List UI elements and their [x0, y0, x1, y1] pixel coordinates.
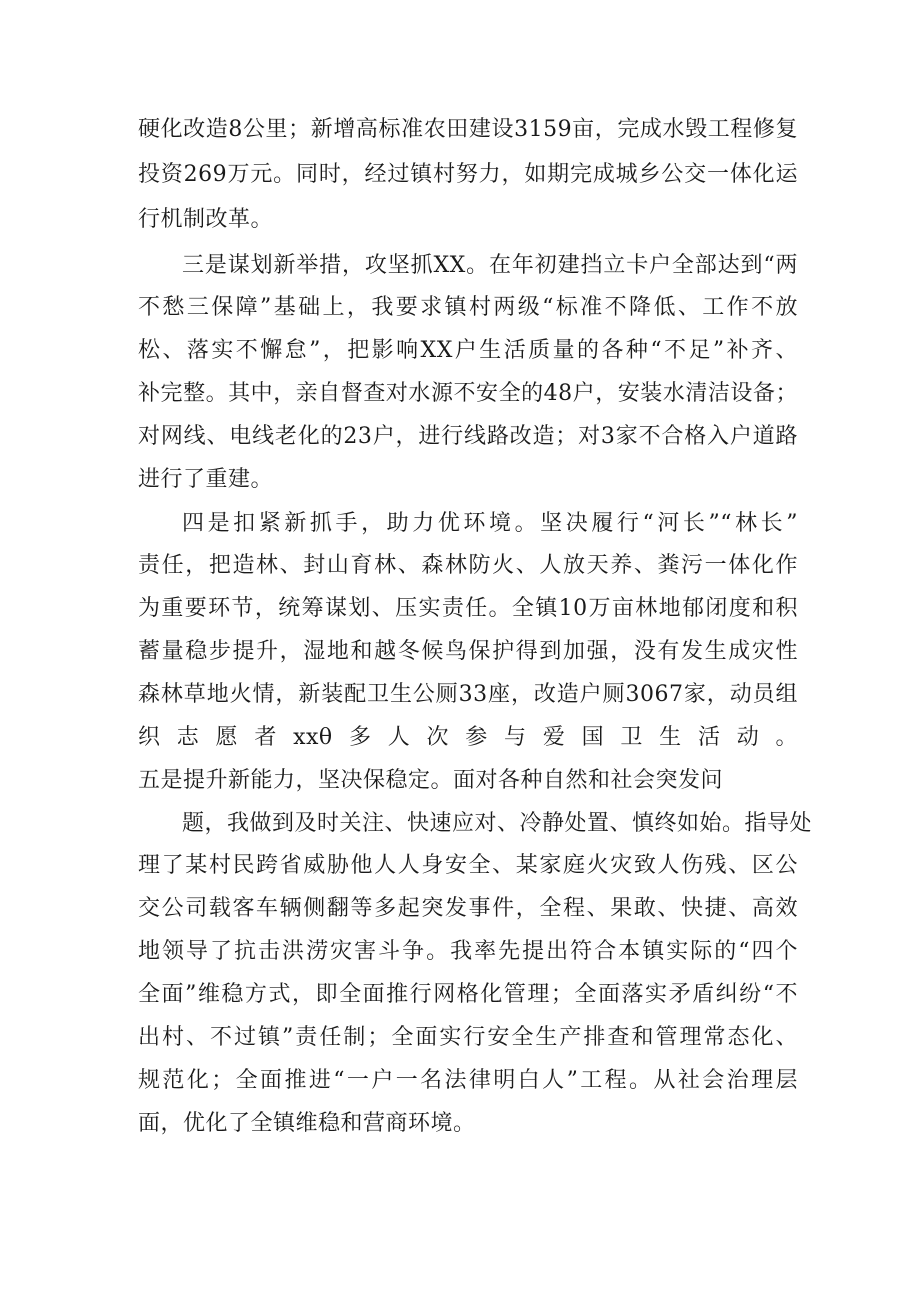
text-line: 行机制改革。 — [138, 207, 274, 232]
text-line: 蓄量稳步提升，湿地和越冬候鸟保护得到加强，没有发生成灾性 — [138, 639, 798, 664]
paragraph-start-line: 题，我做到及时关注、快速应对、冷静处置、慎终如始。指导处 — [182, 811, 813, 836]
text-line: 不愁三保障”基础上，我要求镇村两级“标准不降低、工作不放 — [138, 295, 798, 320]
paragraph-start-line: 四是扣紧新抓手，助力优环境。坚决履行“河长”“林长” — [182, 511, 798, 536]
text-line: 理了某村民跨省威胁他人人身安全、某家庭火灾致人伤残、区公 — [138, 853, 798, 878]
text-line: 进行了重建。 — [138, 467, 274, 492]
text-line: 出村、不过镇”责任制；全面实行安全生产排查和管理常态化、 — [138, 1025, 798, 1050]
text-line: 补完整。其中，亲自督查对水源不安全的48户，安装水清洁设备； — [138, 381, 798, 406]
text-line: 松、落实不懈怠”，把影响XX户生活质量的各种“不足”补齐、 — [138, 338, 798, 363]
text-line: 交公司载客车辆侧翻等多起突发事件，全程、果敢、快捷、高效 — [138, 896, 798, 921]
text-line: 面，优化了全镇维稳和营商环境。 — [138, 1111, 476, 1136]
text-line: 投资269万元。同时，经过镇村努力，如期完成城乡公交一体化运 — [138, 162, 798, 187]
text-line: 责任，把造林、封山育林、森林防火、人放天养、粪污一体化作 — [138, 553, 798, 578]
text-line: 织志愿者xxθ多人次参与爱国卫生活动。 — [138, 725, 798, 750]
text-line: 五是提升新能力，坚决保稳定。面对各种自然和社会突发问 — [138, 768, 724, 793]
text-line: 地领导了抗击洪涝灾害斗争。我率先提出符合本镇实际的“四个 — [138, 939, 798, 964]
text-line: 全面”维稳方式，即全面推行网格化管理；全面落实矛盾纠纷“不 — [138, 982, 798, 1007]
text-line: 为重要环节，统筹谋划、压实责任。全镇10万亩林地郁闭度和积 — [138, 596, 798, 621]
text-line: 硬化改造8公里；新增高标准农田建设3159亩，完成水毁工程修复 — [138, 117, 798, 142]
text-line: 对网线、电线老化的23户，进行线路改造；对3家不合格入户道路 — [138, 424, 798, 449]
paragraph-start-line: 三是谋划新举措，攻坚抓XX。在年初建挡立卡户全部达到“两 — [182, 253, 798, 278]
text-line: 规范化；全面推进“一户一名法律明白人”工程。从社会治理层 — [138, 1068, 798, 1093]
text-line: 森林草地火情，新装配卫生公厕33座，改造户厕3067家，动员组 — [138, 682, 798, 707]
